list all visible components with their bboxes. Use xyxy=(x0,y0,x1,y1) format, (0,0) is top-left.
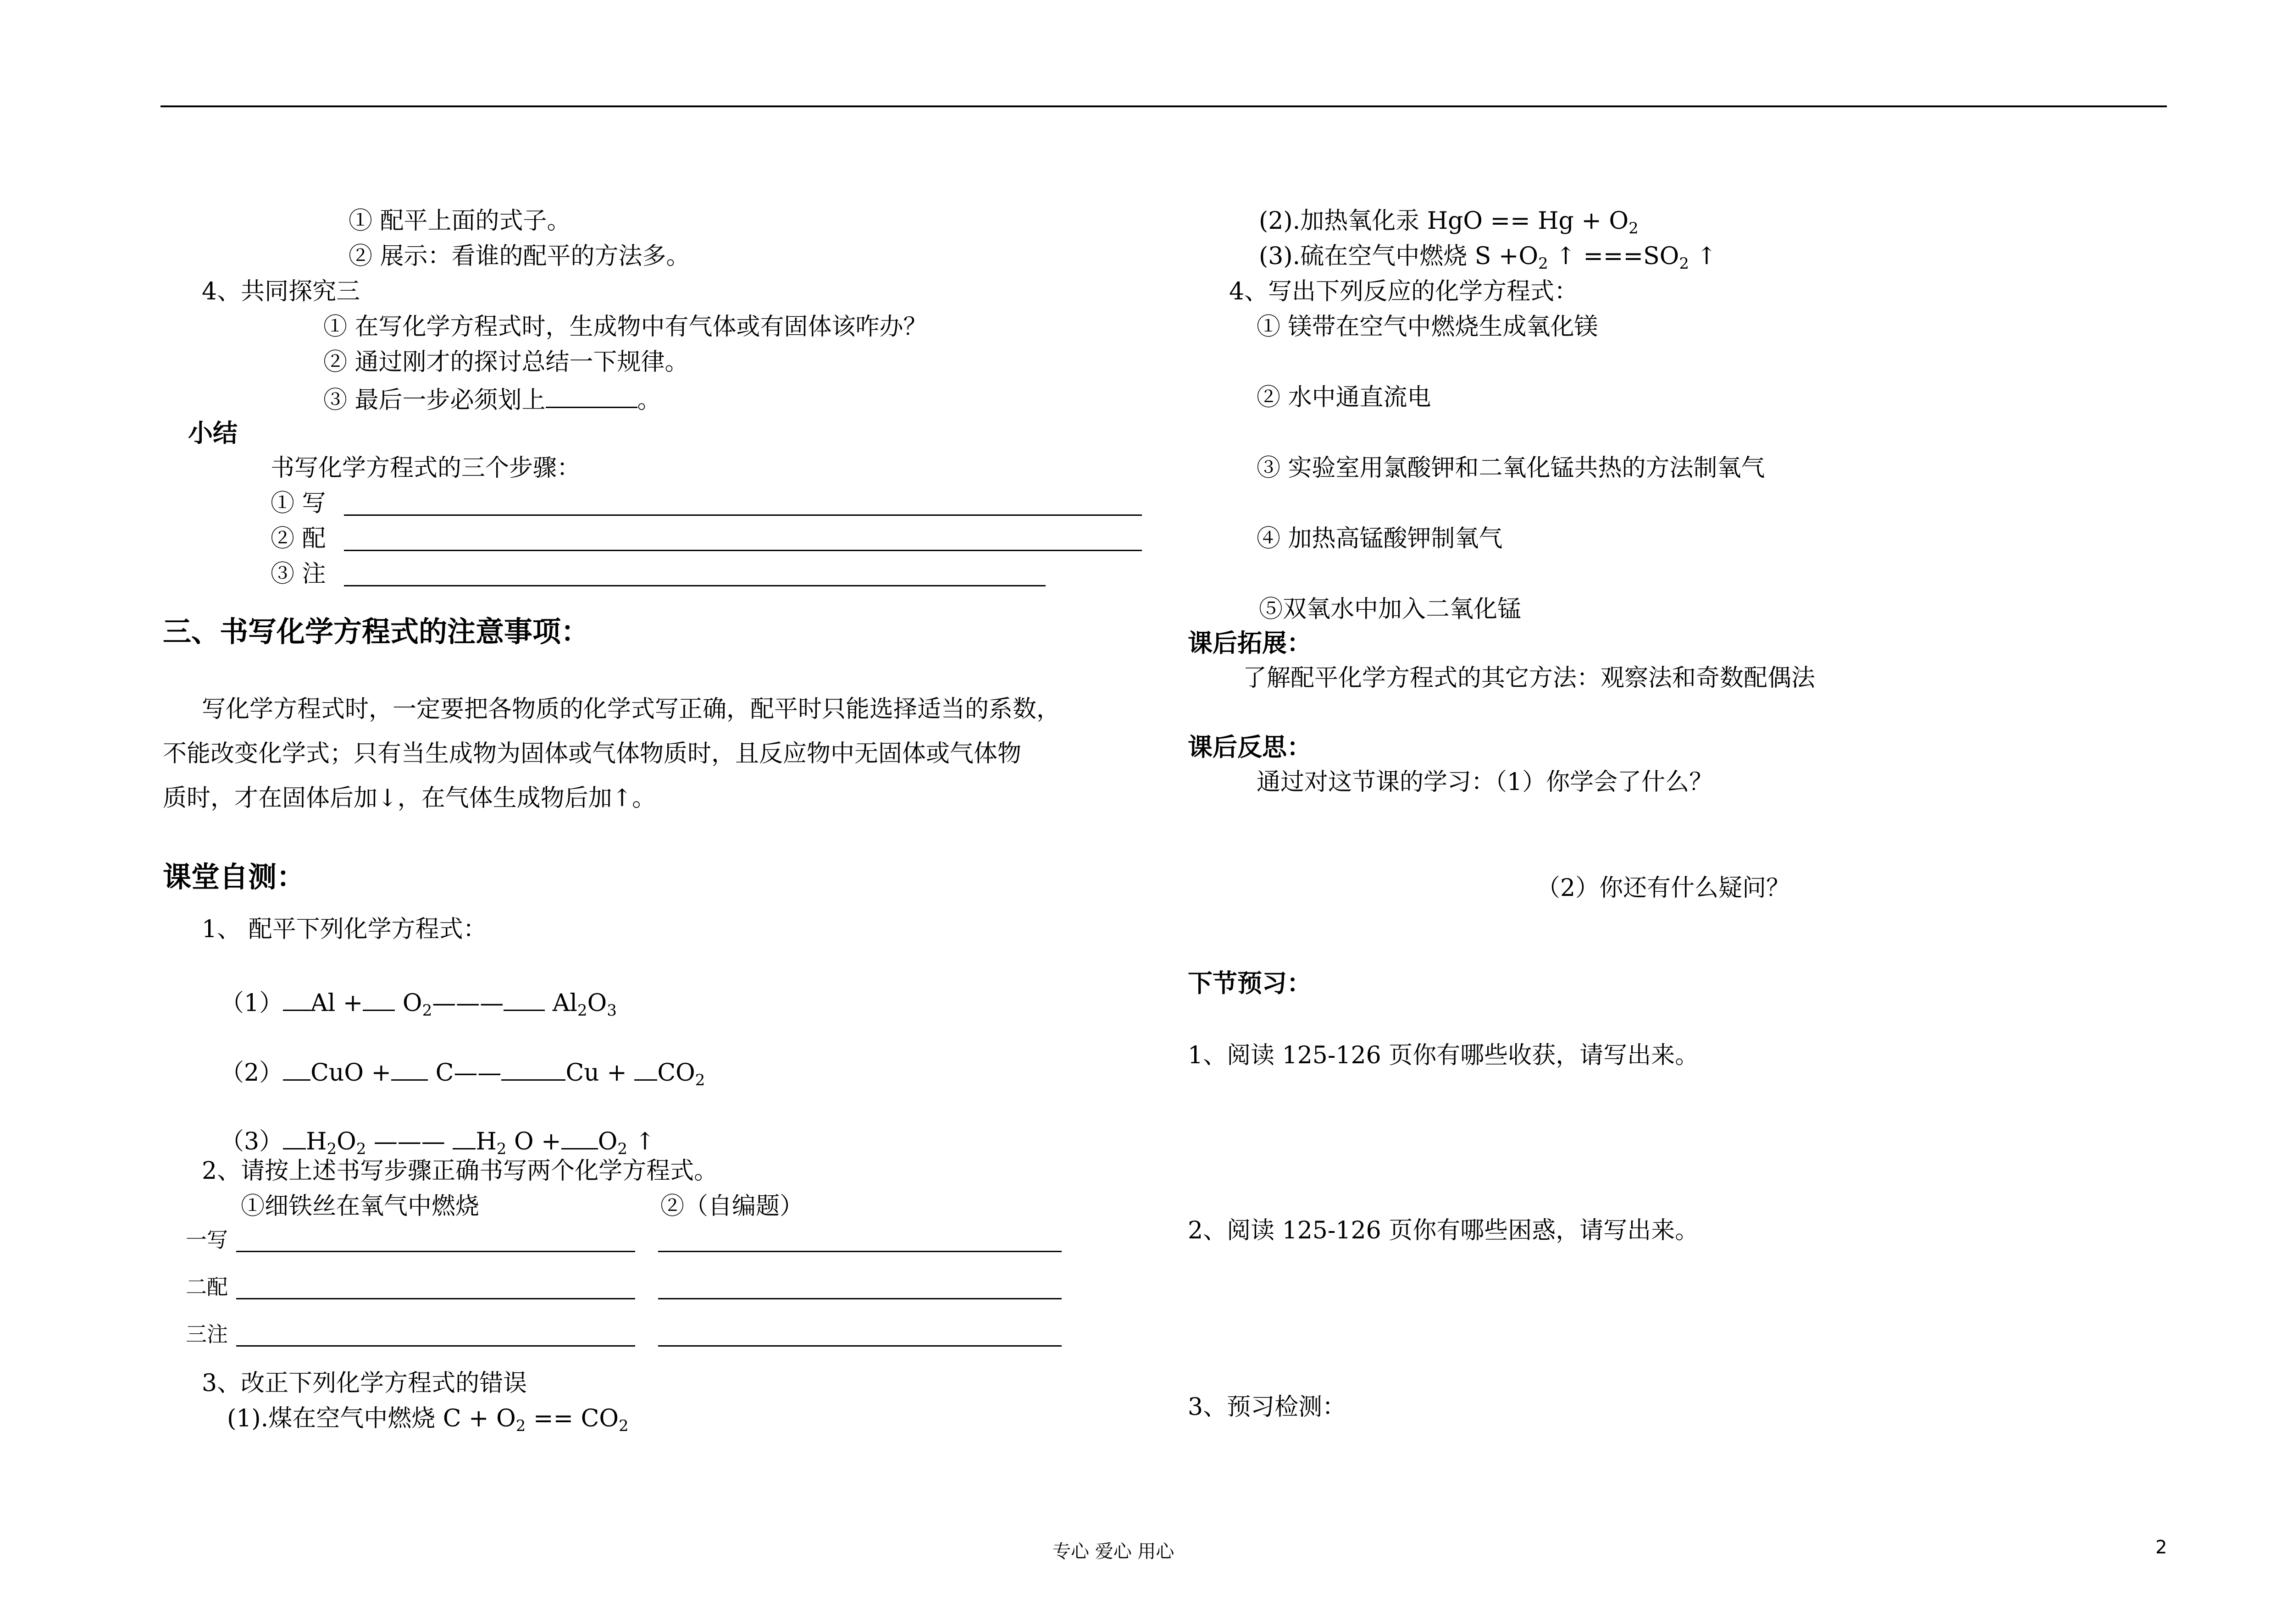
explore-3-title: 4、共同探究三 xyxy=(202,278,360,305)
eq3-label: （3） xyxy=(220,1128,283,1155)
summary-note-line[interactable] xyxy=(344,585,1046,586)
footer-motto: 专心 爱心 用心 xyxy=(1052,1541,1174,1562)
eq3-blank-2[interactable] xyxy=(453,1124,476,1149)
q2-balance-line-2[interactable] xyxy=(658,1298,1062,1299)
eq2-part-a: CuO + xyxy=(310,1059,392,1087)
notes-paragraph-line-1: 写化学方程式时，一定要把各物质的化学式写正确，配平时只能选择适当的系数， xyxy=(202,696,1061,723)
q3-item-1-eq: C + O xyxy=(443,1405,516,1432)
q3-item-1-label: (1).煤在空气中燃烧 xyxy=(227,1405,436,1432)
explore-3-q3-text: ③ 最后一步必须划上 xyxy=(323,387,546,414)
eq2-part-b: C—— xyxy=(435,1059,502,1087)
q2-note-line-2[interactable] xyxy=(658,1345,1062,1347)
summary-balance-line[interactable] xyxy=(344,550,1142,551)
eq1-label: （1） xyxy=(220,989,283,1017)
q3-title: 3、改正下列化学方程式的错误 xyxy=(202,1370,527,1397)
reflection-q2: （2）你还有什么疑问？ xyxy=(1536,874,1790,902)
q1-title: 1、 配平下列化学方程式： xyxy=(202,916,487,943)
eq2-blank-3[interactable] xyxy=(501,1055,565,1081)
q3-item-3: (3).硫在空气中燃烧 $S +O_2$ ↑ $===SO_2$ ↑ xyxy=(1259,243,1717,273)
eq1-part-d: Al xyxy=(552,989,577,1017)
q3-item-3-label: (3).硫在空气中燃烧 xyxy=(1259,243,1468,270)
eq3-part-a: H xyxy=(306,1128,327,1155)
equation-1: （1） $Al + O_2———$ $Al_2O_3$ xyxy=(220,986,617,1025)
step-1: ① 配平上面的式子。 xyxy=(349,207,571,235)
equation-3: （3） $H_2O_2$ ——— $H_2$ $O + O_2$ ↑ xyxy=(220,1124,655,1164)
eq2-label: （2） xyxy=(220,1059,283,1087)
preview-item-3: 3、预习检测： xyxy=(1188,1393,1346,1421)
section-3-title: 三、书写化学方程式的注意事项： xyxy=(163,615,590,648)
q3-item-2-eq: HgO == Hg + O xyxy=(1427,207,1629,235)
page-number: 2 xyxy=(2155,1537,2167,1558)
q3-item-2: (2).加热氧化汞 HgO == $Hg + O_2$ xyxy=(1259,207,1639,238)
step-2: ② 展示：看谁的配平的方法多。 xyxy=(349,243,690,270)
eq3-part-b: O xyxy=(337,1128,356,1155)
q4-item-1: ① 镁带在空气中燃烧生成氧化镁 xyxy=(1257,313,1598,341)
q2-row-balance: 二配 xyxy=(186,1275,228,1299)
q4-title: 4、写出下列反应的化学方程式： xyxy=(1229,278,1579,305)
notes-paragraph-line-2: 不能改变化学式；只有当生成物为固体或气体物质时，且反应物中无固体或气体物 xyxy=(163,740,1022,768)
summary-intro: 书写化学方程式的三个步骤： xyxy=(271,454,581,482)
q3-item-1-eq2: == CO xyxy=(526,1405,619,1432)
eq3-part-d: H xyxy=(476,1128,497,1155)
self-test-title: 课堂自测： xyxy=(163,860,305,894)
explore-3-q2: ② 通过刚才的探讨总结一下规律。 xyxy=(323,348,689,376)
q3-item-3-eq3: ↑ xyxy=(1696,243,1717,270)
explore-3-q3-end: 。 xyxy=(637,387,661,414)
eq3-blank-3[interactable] xyxy=(561,1124,598,1149)
eq2-blank-1[interactable] xyxy=(283,1055,310,1081)
eq1-blank-2[interactable] xyxy=(363,986,395,1011)
q2-title: 2、请按上述书写步骤正确书写两个化学方程式。 xyxy=(202,1157,718,1185)
eq1-part-e: O xyxy=(587,989,607,1017)
summary-item-write: ① 写 xyxy=(271,490,326,517)
eq2-blank-2[interactable] xyxy=(391,1055,428,1081)
extension-text: 了解配平化学方程式的其它方法：观察法和奇数配偶法 xyxy=(1243,664,1816,692)
reflection-q1: 通过对这节课的学习：（1）你学会了什么？ xyxy=(1257,768,1713,796)
preview-title: 下节预习： xyxy=(1188,968,1312,998)
q3-item-3-eq: S +O xyxy=(1474,243,1539,270)
q2-row-note: 三注 xyxy=(186,1322,228,1347)
eq1-part-a: Al + xyxy=(310,989,363,1017)
q2-row-write: 一写 xyxy=(186,1227,228,1252)
eq1-blank-3[interactable] xyxy=(504,986,545,1011)
q2-write-line-2[interactable] xyxy=(658,1251,1062,1252)
eq2-part-c: Cu + xyxy=(565,1059,627,1087)
reflection-title: 课后反思： xyxy=(1188,732,1312,762)
explore-3-q3 xyxy=(323,383,661,415)
summary-item-balance: ② 配 xyxy=(271,525,326,552)
eq3-blank-1[interactable] xyxy=(283,1124,306,1149)
q3-item-2-label: (2).加热氧化汞 xyxy=(1259,207,1420,235)
summary-title: 小结 xyxy=(188,418,238,447)
q2-subtask-1: ①细铁丝在氧气中燃烧 xyxy=(241,1193,480,1220)
q3-item-3-eq2: ↑ ===SO xyxy=(1556,243,1679,270)
q2-note-line-1[interactable] xyxy=(236,1345,635,1347)
eq1-blank-1[interactable] xyxy=(283,986,310,1011)
preview-item-1: 1、阅读 125-126 页你有哪些收获，请写出来。 xyxy=(1188,1042,1699,1069)
q4-item-5: ⑤双氧水中加入二氧化锰 xyxy=(1259,596,1522,623)
eq1-arrow: ——— xyxy=(432,989,504,1017)
preview-item-2: 2、阅读 125-126 页你有哪些困惑，请写出来。 xyxy=(1188,1217,1699,1244)
eq2-part-d: CO xyxy=(657,1059,695,1087)
summary-item-note: ③ 注 xyxy=(271,560,326,588)
eq3-part-e: O + xyxy=(514,1128,561,1155)
notes-paragraph-line-3: 质时，才在固体后加↓，在气体生成物后加↑。 xyxy=(163,784,656,812)
q4-item-2: ② 水中通直流电 xyxy=(1257,384,1431,411)
summary-write-line[interactable] xyxy=(344,514,1142,516)
q3-item-1: (1).煤在空气中燃烧 $C + O_2 == CO_2$ xyxy=(227,1405,629,1435)
q4-item-3: ③ 实验室用氯酸钾和二氧化锰共热的方法制氧气 xyxy=(1257,454,1765,482)
eq3-part-f: O xyxy=(598,1128,618,1155)
explore-3-q1: ① 在写化学方程式时，生成物中有气体或有固体该咋办？ xyxy=(323,313,927,341)
eq3-arrow: ——— xyxy=(373,1128,445,1155)
extension-title: 课后拓展： xyxy=(1188,628,1312,657)
q2-balance-line-1[interactable] xyxy=(236,1298,635,1299)
answer-blank[interactable] xyxy=(546,383,637,408)
eq2-blank-4[interactable] xyxy=(634,1055,657,1081)
equation-2: （2） CuO + C—— $Cu + CO_2$ xyxy=(220,1055,705,1095)
header-rule xyxy=(161,105,2167,107)
q2-write-line-1[interactable] xyxy=(236,1251,635,1252)
eq3-gas-arrow: ↑ xyxy=(635,1128,655,1155)
eq1-part-b: O xyxy=(402,989,422,1017)
q2-subtask-2: ②（自编题） xyxy=(660,1193,804,1220)
q4-item-4: ④ 加热高锰酸钾制氧气 xyxy=(1257,525,1503,552)
